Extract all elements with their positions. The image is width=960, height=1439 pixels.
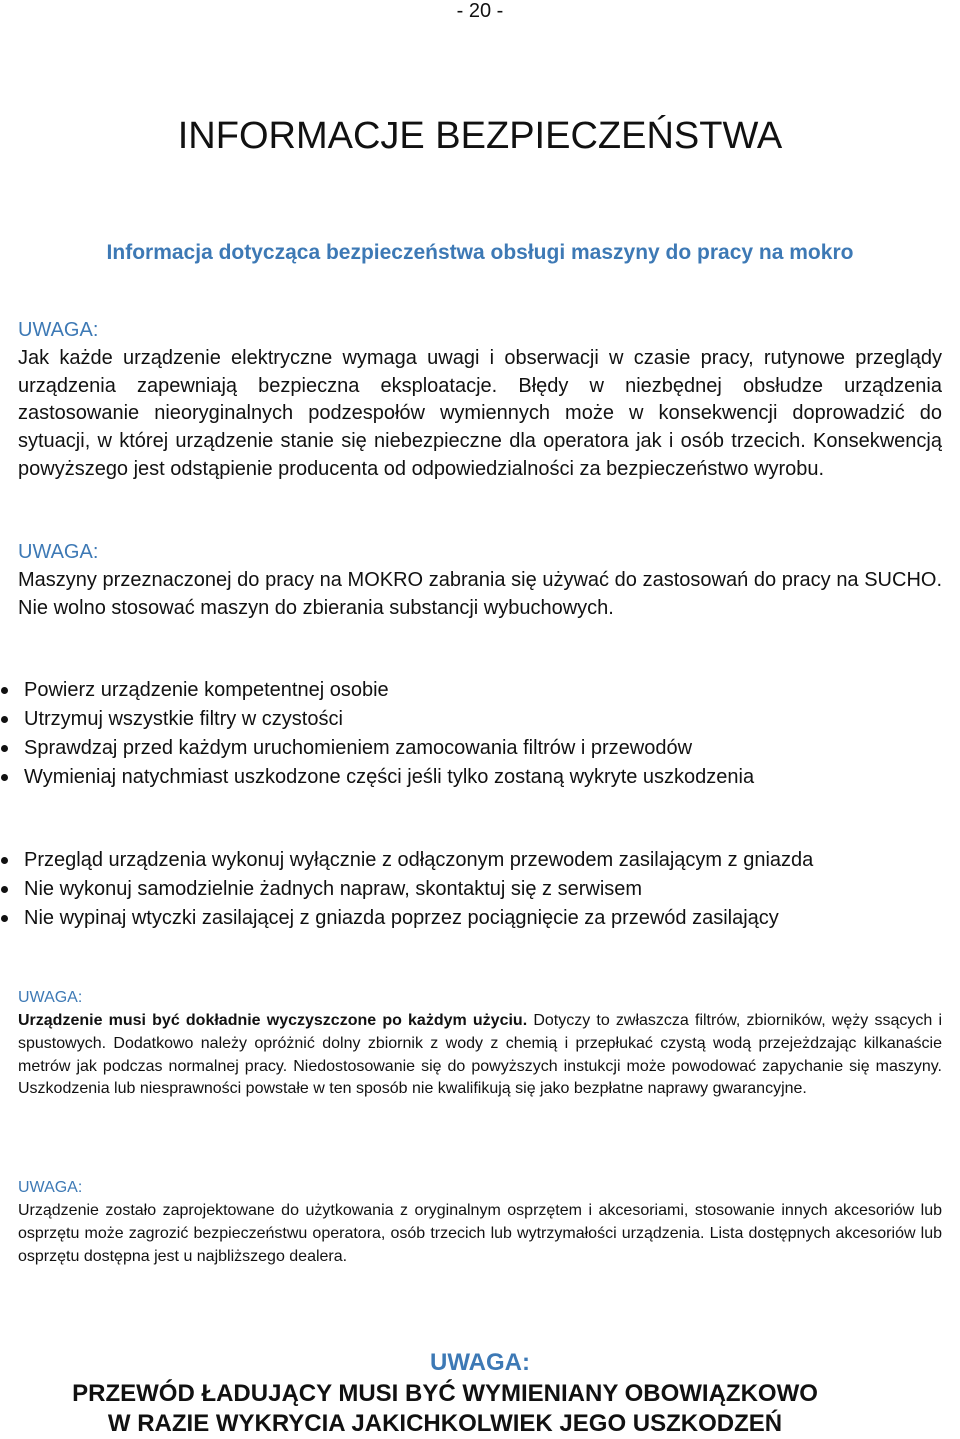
warning-block-general (18, 317, 942, 484)
warning-block-cleaning (18, 986, 942, 1101)
bullet-list-maintenance (0, 676, 960, 792)
final-warning-text (0, 1379, 890, 1439)
warning-label: UWAGA: (18, 989, 83, 1006)
list-item: Utrzymuj wszystkie filtry w czystości (0, 705, 960, 734)
warning-text: Maszyny przeznaczonej do pracy na MOKRO zabrania się używać do zastosowań do pracy na SUCHO. Nie wolno stosować maszyn do zbierania substancji wybuchowych. (18, 568, 942, 619)
final-warning-line: W RAZIE WYKRYCIA JAKICHKOLWIEK JEGO USZKODZEŃ (107, 1410, 783, 1437)
bullet-icon (1, 687, 8, 694)
bullet-icon (1, 716, 8, 723)
bullet-icon (1, 857, 8, 864)
list-item: Przegląd urządzenia wykonuj wyłącznie z odłączonym przewodem zasilającym z gniazda (0, 846, 960, 875)
warning-label: UWAGA: (18, 319, 99, 341)
list-item: Wymieniaj natychmiast uszkodzone części jeśli tylko zostaną wykryte uszkodzenia (0, 763, 960, 792)
warning-label: UWAGA: (18, 541, 99, 563)
bullet-icon (1, 915, 8, 922)
list-item: Nie wypinaj wtyczki zasilającej z gniazda poprzez pociągnięcie za przewód zasilający (0, 904, 960, 933)
final-warning-label: UWAGA: (430, 1349, 530, 1376)
warning-block-wet-use (18, 539, 942, 622)
final-warning-line: PRZEWÓD ŁADUJĄCY MUSI BYĆ WYMIENIANY OBOWIĄZKOWO (72, 1380, 818, 1407)
warning-text: Jak każde urządzenie elektryczne wymaga uwagi i obserwacji w czasie pracy, rutynowe przeglądy urządzenia zapewniają bezpieczna eksploatacje. Błędy w niezbędnej obsłudze urządzenia zastosowanie nieoryginalnych podzespołów wymiennych może w konsekwencji doprowadzić do sytuacji, w której urządzenie stanie się niebezpieczne dla operatora jak i osób trzecich. Konsekwencją powyższego jest odstąpienie producenta od odpowiedzialności za bezpieczeństwo wyrobu. (18, 346, 942, 480)
bullet-icon (1, 886, 8, 893)
bullet-icon (1, 774, 8, 781)
warning-text: Urządzenie musi być dokładnie wyczyszczone po każdym użyciu. Dotyczy to zwłaszcza filtrów, zbiorników, węży ssących i spustowych. Dodatkowo należy opróżnić dolny zbiornik z wody z chemią i przepłukać czystą wodą przejeżdzając kilkanaście metrów jak podczas normalnej pracy. Niedostosowanie się do powyższych instukcji może powodować zapychanie się maszyny. Uszkodzenia lub niesprawności powstałe w ten sposób nie kwalifikują się jako bezpłatne naprawy gwarancyjne. (18, 1012, 942, 1098)
list-item: Powierz urządzenie kompetentnej osobie (0, 676, 960, 705)
warning-text: Urządzenie zostało zaprojektowane do użytkowania z oryginalnym osprzętem i akcesoriami, stosowanie innych akcesoriów lub osprzętu może zagrozić bezpieczeństwu operatora, osób trzecich lub wytrzymałości urządzenia. Lista dostępnych akcesoriów lub osprzętu dostępna jest u najbliższego dealera. (18, 1202, 942, 1265)
list-item: Nie wykonuj samodzielnie żadnych napraw, skontaktuj się z serwisem (0, 875, 960, 904)
warning-label: UWAGA: (18, 1179, 83, 1196)
warning-block-accessories (18, 1176, 942, 1268)
bullet-list-power (0, 846, 960, 933)
page-title: INFORMACJE BEZPIECZEŃSTWA (177, 115, 783, 157)
list-item: Sprawdzaj przed każdym uruchomieniem zamocowania filtrów i przewodów (0, 734, 960, 763)
page-number: - 20 - (456, 0, 504, 22)
bullet-icon (1, 745, 8, 752)
section-subtitle: Informacja dotycząca bezpieczeństwa obsługi maszyny do pracy na mokro (106, 241, 854, 264)
warning-emphasis: Urządzenie musi być dokładnie wyczyszczone po każdym użyciu. (18, 1012, 528, 1029)
